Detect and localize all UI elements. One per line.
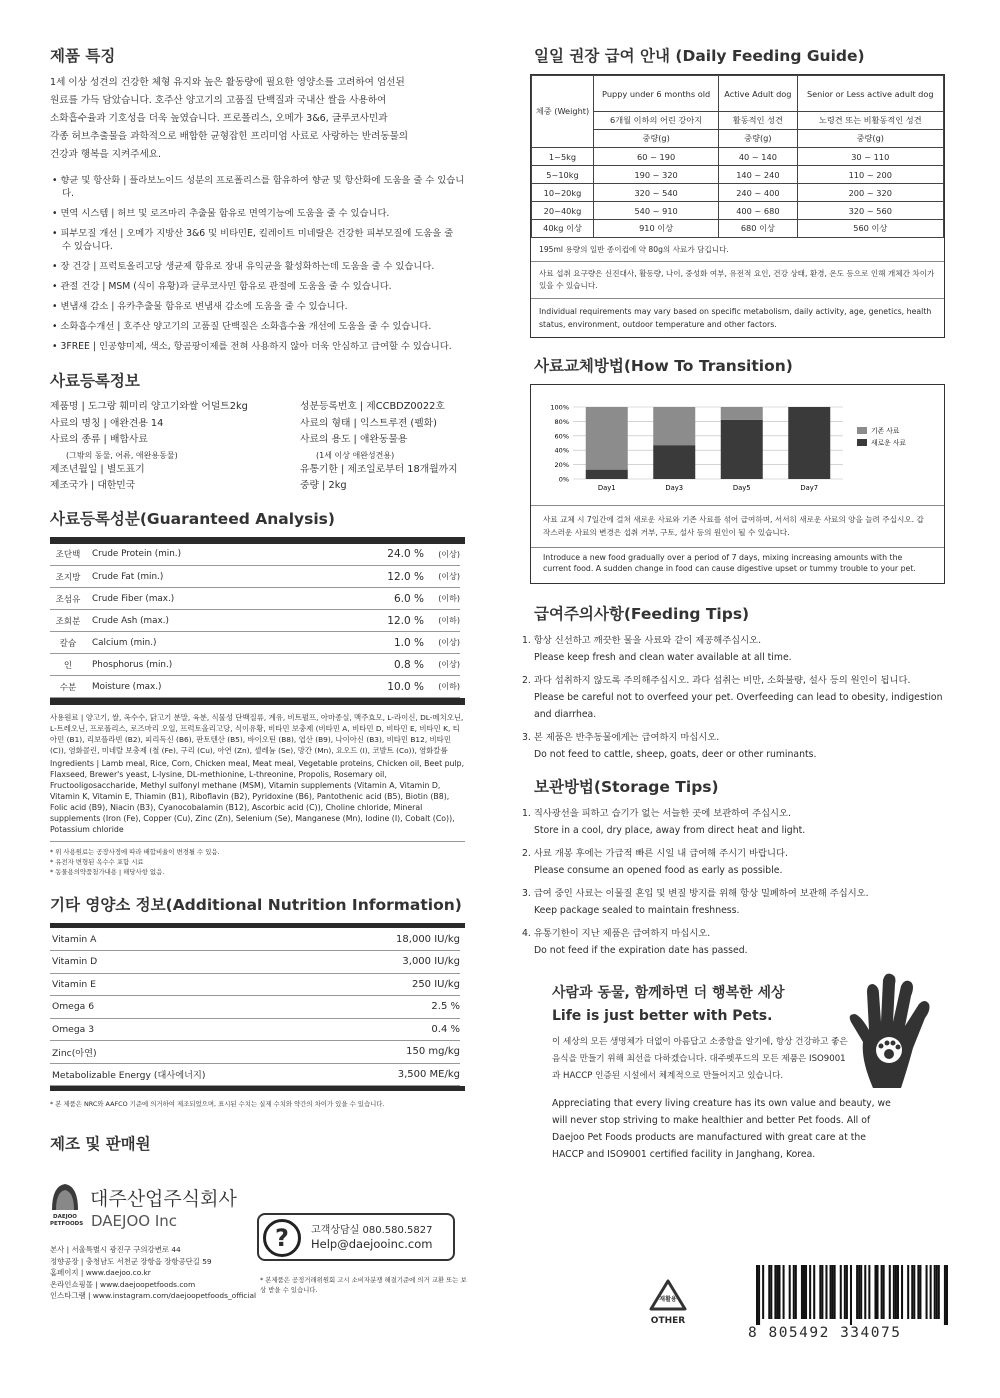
nutrient-ko: 수분 [50, 676, 86, 698]
feeding-row [532, 148, 944, 166]
analysis-row [50, 544, 460, 566]
nutrition-label: Metabolizable Energy (대사에너지) [50, 1063, 340, 1086]
x-tick-label: Day7 [800, 484, 819, 492]
barcode-bar [917, 1265, 919, 1319]
feeding-row [532, 220, 944, 238]
weight-range: 20~40kg [532, 202, 594, 220]
nutrient-qualifier: (이상) [424, 632, 460, 654]
cup-note: 195ml 용량의 일반 종이컵에 약 80g의 사료가 담깁니다. [531, 238, 944, 262]
feeding-amount: 110 ~ 200 [797, 166, 943, 184]
feeding-amount: 910 이상 [594, 220, 719, 238]
barcode-bar [895, 1265, 897, 1319]
barcode-bar [856, 1265, 858, 1319]
transition-chart [533, 389, 943, 505]
y-tick-label: 40% [554, 446, 569, 455]
nutrition-value: 3,500 ME/kg [340, 1063, 460, 1086]
reg-item: 사료의 명칭 | 애완견용 14 [50, 417, 164, 429]
barcode-bar [825, 1265, 827, 1319]
barcode-bar [770, 1265, 772, 1319]
tips-item-ko: 1. 항상 신선하고 깨끗한 물을 사료와 같이 제공해주십시오. [522, 635, 762, 646]
weight-range: 5~10kg [532, 166, 594, 184]
tips-item-ko: 2. 과다 섭취하지 않도록 주의해주십시오. 과다 섭취는 비만, 소화불량, 설사 등의 원인이 됩니다. [522, 675, 911, 686]
reg-item: (그밖의 동물, 어류, 애완용동물) [66, 450, 178, 460]
bar-new-food [721, 420, 763, 479]
barcode-bar [864, 1265, 866, 1319]
analysis-top-bar [50, 537, 465, 544]
barcode-bar [919, 1265, 921, 1319]
nutrient-en: Crude Protein (min.) [86, 544, 334, 566]
storage-item [522, 805, 945, 839]
col-puppy-header: Puppy under 6 months old [594, 76, 719, 112]
nutrition-row [50, 1063, 460, 1086]
analysis-table [50, 544, 460, 699]
col-senior-header: Senior or Less active adult dog [797, 76, 943, 112]
maker-block [50, 1180, 470, 1310]
nutrient-qualifier: (이상) [424, 566, 460, 588]
nutrition-bottom-bar [50, 1086, 465, 1091]
nutrient-qualifier: (이상) [424, 654, 460, 676]
nutrient-ko: 조단백 [50, 544, 86, 566]
weight-range: 1~5kg [532, 148, 594, 166]
features-title: 제품 특징 [50, 47, 116, 65]
barcode-bar [926, 1265, 928, 1319]
feeding-amount: 190 ~ 320 [594, 166, 719, 184]
features-intro [50, 74, 465, 164]
paw-hand-icon [843, 970, 943, 1090]
legend-label: 기존 사료 [871, 427, 900, 435]
intro-line: 원료를 가득 담았습니다. 호주산 양고기의 고품질 단백질과 국내산 쌀을 사용하여 [50, 95, 387, 106]
bar-old-food [653, 407, 695, 445]
barcode-bar [930, 1265, 932, 1319]
barcode-number: 8 805492 334075 [748, 1325, 902, 1341]
weight-range: 40kg 이상 [532, 220, 594, 238]
feeding-title: 일일 권장 급여 안내 (Daily Feeding Guide) [534, 47, 865, 65]
nutrition-row [50, 1018, 460, 1041]
company-name-ko: 대주산업주식회사 [90, 1188, 237, 1210]
nutrition-row [50, 996, 460, 1019]
analysis-row [50, 588, 460, 610]
nutrient-ko: 조지방 [50, 566, 86, 588]
ingredients-ko: 사용원료 | 양고기, 쌀, 옥수수, 닭고기 분말, 육분, 식물성 단백질류, 계유, 비트펄프, 아마종실, 맥주효모, L-라이신, DL-메치오닌, L-트레오닌, 프로폴리스, 로즈마리 오일, 프럭토올리고당, 식이유황, 비타민 보충제 (비타민 A, 비타민 D, 비타민 E, 비타민 K, 티아민 (B1), 리보플라빈 (B2), 피리독신 (B6), 판토텐산 (B5), 바이오틴 (B8), 엽산 (B9), 나이아신 (B3), 비타민 B12, 비타민 (C)), 염화콜린, 미네랄 보충제 (철 (Fe), 구리 (Cu), 아연 (Zn), 셀레늄 (Se), 망간 (Mn), 요오드 (I), 코발트 (Co)), 염화칼륨 [50, 713, 464, 755]
bar-new-food [788, 407, 830, 479]
bar-new-food [586, 470, 628, 479]
reg-item: 중량 | 2kg [300, 480, 347, 491]
bar-old-food [586, 407, 628, 470]
nutrition-label: Vitamin A [50, 928, 340, 951]
feeding-note-ko: 사료 섭취 요구량은 신진대사, 활동량, 나이, 중성화 여부, 유전적 요인, 건강 상태, 환경, 온도 등으로 인해 개체간 차이가 있을 수 있습니다. [531, 262, 944, 299]
x-tick-label: Day5 [732, 484, 751, 492]
barcode-bar [934, 1265, 936, 1319]
info-line: 인스타그램 | www.instagram.com/daejoopetfoods_official [50, 1291, 257, 1300]
nutrient-value: 12.0 % [334, 566, 424, 588]
ingredients-en: Ingredients | Lamb meal, Rice, Corn, Chicken meal, Meat meal, Vegetable proteins, Chicken oil, Beet pulp, Flaxseed, Brewer's yeast, L-lysine, DL-methionine, L-threonine, Propolis, Rosemary oil, Fructooligosaccharide, Methyl sulfonyl methane (MSM), Vitamin supplements (Vitamin A, Vitamin D, Vitamin K, Vitamin E, Thiamin (B1), Riboflavin (B2), Pyridoxine (B6), Pantothenic acid (B5), Biotin (B8), Folic acid (B9), Niacin (B3), Cyanocobalamin (B12), Ascorbic acid (C)), Choline chloride, Mineral supplements (Iron (Fe), Copper (Cu), Zinc (Zn), Selenium (Se), Manganese (Mn), Iodine (I), Cobalt (Co)), Potassium chloride [50, 759, 465, 834]
info-line: 본사 | 서울특별시 광진구 구의강변로 44 [50, 1245, 181, 1254]
barcode-bar [821, 1265, 823, 1319]
barcode-bar [805, 1265, 807, 1319]
y-tick-label: 20% [554, 461, 569, 470]
nutrition-title: 기타 영양소 정보(Additional Nutrition Information) [50, 896, 462, 914]
storage-item-en: Store in a cool, dry place, away from direct heat and light. [534, 825, 806, 836]
barcode-bar [776, 1265, 778, 1319]
barcode-bar [789, 1265, 791, 1319]
maker-title: 제조 및 판매원 [50, 1135, 151, 1153]
help-question-icon: ? [263, 1219, 301, 1257]
reg-item: (1세 이상 애완성견용) [316, 450, 395, 460]
feature-bullet: • 관절 건강 | MSM (식이 유황)과 글루코사민 함유로 관절에 도움을 줄 수 있습니다. [52, 281, 392, 292]
feature-bullet: • 소화흡수개선 | 호주산 양고기의 고품질 단백질은 소화흡수율 개선에 도움을 줄 수 있습니다. [52, 321, 432, 332]
barcode-bar [944, 1265, 946, 1325]
tips-item-en: Please keep fresh and clean water available at all time. [534, 652, 792, 663]
barcode-bar [938, 1265, 940, 1319]
barcode-bar [783, 1265, 785, 1319]
reg-item: 제조년월일 | 별도표기 [50, 463, 145, 475]
unit-label: 중량(g) [594, 130, 719, 148]
nutrient-ko: 조섬유 [50, 588, 86, 610]
col-puppy-ko: 6개월 이하의 어린 강아지 [594, 112, 719, 130]
unit-label: 중량(g) [719, 130, 797, 148]
company-info [50, 1244, 270, 1302]
col-senior-ko: 노령견 또는 비활동적인 성견 [797, 112, 943, 130]
intro-line: 건강과 행복을 지켜주세요. [50, 149, 162, 160]
feature-bullet: • 장 건강 | 프럭토올리고당 생균제 함유로 장내 유익균을 활성화하는데 도움을 줄 수 있습니다. [52, 261, 435, 272]
barcode-bar [834, 1265, 836, 1319]
barcode-bar [774, 1265, 776, 1319]
col-adult-header: Active Adult dog [719, 76, 797, 112]
storage-item-ko: 2. 사료 개봉 후에는 가급적 빠른 시일 내 급여해 주시기 바랍니다. [522, 848, 788, 859]
barcode [748, 1265, 948, 1347]
barcode-bar [883, 1265, 885, 1319]
recycle-mark-text: 재활용 [659, 1296, 677, 1303]
tips-item-en: Do not feed to cattle, sheep, goats, deer or other ruminants. [534, 749, 817, 760]
cs-phone: 고객상담실 080.580.5827 [311, 1225, 433, 1236]
divider [531, 547, 944, 548]
nutrient-en: Moisture (max.) [86, 676, 334, 698]
tips-list [522, 632, 945, 763]
analysis-bottom-bar [50, 698, 465, 705]
nutrition-label: Omega 6 [50, 996, 340, 1019]
transition-title: 사료교체방법(How To Transition) [534, 357, 793, 375]
barcode-bar [881, 1265, 883, 1319]
weight-header: 체중 (Weight) [532, 76, 594, 148]
barcode-bar [850, 1265, 852, 1325]
nutrition-row [50, 1041, 460, 1064]
recycle-mark [646, 1278, 690, 1332]
nutrient-en: Calcium (min.) [86, 632, 334, 654]
barcode-bar [844, 1265, 846, 1319]
nutrition-label: Omega 3 [50, 1018, 340, 1041]
nutrition-value: 0.4 % [340, 1018, 460, 1041]
feeding-amount: 560 이상 [797, 220, 943, 238]
barcode-bar [860, 1265, 862, 1319]
barcode-bar [846, 1265, 848, 1319]
analysis-row [50, 676, 460, 698]
nutrition-value: 2.5 % [340, 996, 460, 1019]
y-tick-label: 60% [554, 432, 569, 441]
storage-item [522, 845, 945, 879]
nutrient-qualifier: (이하) [424, 610, 460, 632]
reg-item: 성분등록번호 | 제CCBDZ0022호 [300, 401, 445, 412]
barcode-bar [756, 1265, 758, 1325]
barcode-bar [819, 1265, 821, 1319]
registration-title: 사료등록정보 [50, 372, 140, 390]
barcode-bar [803, 1265, 805, 1319]
reg-item: 제조국가 | 대한민국 [50, 480, 136, 491]
nutrient-value: 10.0 % [334, 676, 424, 698]
daejoo-logo [50, 1180, 84, 1238]
unit-label: 중량(g) [797, 130, 943, 148]
storage-item-en: Keep package sealed to maintain freshness. [534, 905, 740, 916]
right-column [522, 44, 945, 965]
feature-bullet: • 변냄새 감소 | 유카추출물 함유로 변냄새 감소에 도움을 줄 수 있습니다. [52, 301, 348, 312]
feeding-amount: 680 이상 [719, 220, 797, 238]
nutrient-qualifier: (이상) [424, 544, 460, 566]
feeding-amount: 320 ~ 540 [594, 184, 719, 202]
storage-item-ko: 3. 급여 중인 사료는 이물질 혼입 및 변질 방지를 위해 항상 밀폐하여 보관해 주십시오. [522, 888, 869, 899]
tips-item [522, 729, 945, 763]
barcode-bar [877, 1265, 879, 1319]
barcode-bar [778, 1265, 780, 1319]
feeding-amount: 320 ~ 560 [797, 202, 943, 220]
slogan-ko: 사람과 동물, 함께하면 더 행복한 세상 [552, 985, 785, 1001]
transition-text-en: Introduce a new food gradually over a period of 7 days, mixing increasing amounts with the current food. A sudden change in food can cause digestive upset or tummy trouble to your pet. [543, 553, 916, 573]
feeding-amount: 240 ~ 400 [719, 184, 797, 202]
feature-bullet: • 향균 및 항산화 | 플라보노이드 성분의 프로폴리스를 함유하여 향균 및 항산화에 도움을 줄 수 있습니다. [52, 175, 465, 199]
barcode-bar [813, 1265, 815, 1319]
feature-bullet: • 3FREE | 인공향미제, 색소, 항곰팡이제를 전혀 사용하지 않아 더욱 안심하고 급여할 수 있습니다. [52, 341, 452, 352]
feature-bullet: • 면역 시스템 | 허브 및 로즈마리 추출물 함유로 면역기능에 도움을 줄 수 있습니다. [52, 208, 390, 219]
feeding-row [532, 166, 944, 184]
tips-item [522, 632, 945, 666]
nutrition-value: 3,000 IU/kg [340, 951, 460, 974]
cs-note: * 본제품은 공정거래위원회 고시 소비자분쟁 해결기준에 의거 교환 또는 보상 받을 수 있습니다. [260, 1276, 467, 1294]
legend-swatch [857, 439, 867, 446]
storage-item-en: Please consume an opened food as early as possible. [534, 865, 783, 876]
reg-item: 사료의 종류 | 배합사료 [50, 434, 148, 445]
barcode-bar [889, 1265, 891, 1319]
nutrition-label: Vitamin E [50, 973, 340, 996]
storage-title: 보관방법(Storage Tips) [534, 778, 719, 796]
feeding-amount: 140 ~ 240 [719, 166, 797, 184]
transition-text-ko: 사료 교체 시 7일간에 걸쳐 새로운 사료와 기존 사료를 섞어 급여하며, 서서히 새로운 사료의 양을 늘려 주십시오. 갑작스러운 사료의 변경은 섭취 거부, 구토, 설사 등의 원인이 될 수 있습니다. [543, 515, 924, 537]
barcode-bar [858, 1265, 860, 1319]
nutrient-value: 12.0 % [334, 610, 424, 632]
tips-title: 급여주의사항(Feeding Tips) [534, 605, 750, 623]
storage-list [522, 805, 945, 959]
storage-item-ko: 4. 유통기한이 지난 제품은 급여하지 마십시오. [522, 928, 711, 939]
barcode-bar [893, 1265, 895, 1319]
nutrient-value: 0.8 % [334, 654, 424, 676]
analysis-row [50, 610, 460, 632]
nutrition-label: Zinc(아연) [50, 1041, 340, 1064]
feeding-row [532, 184, 944, 202]
nutrition-note: * 본 제품은 NRC와 AAFCO 기준에 의거하여 제조되었으며, 표시된 수치는 실제 수치와 약간의 차이가 있을 수 있습니다. [50, 1100, 385, 1108]
nutrient-qualifier: (이하) [424, 676, 460, 698]
reg-item: 제품명 | 도그랑 훼미리 양고기와쌀 어덜트2kg [50, 401, 248, 412]
reg-item: 사료의 형태 | 익스트루젼 (펠화) [300, 417, 437, 429]
analysis-row [50, 632, 460, 654]
legend-swatch [857, 427, 867, 434]
barcode-bar [795, 1265, 797, 1319]
tips-item [522, 672, 945, 723]
feeding-row [532, 202, 944, 220]
note-line: * 유전자 변형된 옥수수 포함 시료 [50, 858, 144, 866]
brand-text-en: Appreciating that every living creature has its own value and beauty, we will never stop striving to make healthier and better Pet foods. All of Daejoo Pet Foods products are manufactured with great care at the HACCP and ISO9001 certified facility in Janghang, Korea. [552, 1098, 891, 1160]
nutrient-en: Phosphorus (min.) [86, 654, 334, 676]
slogan-en: Life is just better with Pets. [552, 1008, 773, 1024]
registration-grid [50, 399, 465, 495]
feeding-amount: 30 ~ 110 [797, 148, 943, 166]
nutrition-value: 150 mg/kg [340, 1041, 460, 1064]
nutrition-row [50, 973, 460, 996]
barcode-bars [756, 1265, 948, 1325]
storage-item-ko: 1. 직사광선을 피하고 습기가 없는 서늘한 곳에 보관하여 주십시오. [522, 808, 791, 819]
nutrient-en: Crude Fiber (max.) [86, 588, 334, 610]
nutrition-row [50, 928, 460, 951]
nutrition-table [50, 928, 460, 1086]
nutrition-value: 18,000 IU/kg [340, 928, 460, 951]
nutrient-value: 1.0 % [334, 632, 424, 654]
x-tick-label: Day3 [665, 484, 684, 492]
divider [531, 505, 944, 506]
customer-service-box [257, 1213, 455, 1261]
feeding-guide-box [530, 74, 945, 338]
logo-text: DAEJOO PETFOODS [50, 1214, 84, 1227]
left-column [50, 44, 465, 1162]
barcode-bar [793, 1265, 795, 1319]
feature-bullet: • 피부모질 개선 | 오메가 지방산 3&6 및 비타민E, 킬레이트 미네랄은 건강한 피부모질에 도움을 줄 수 있습니다. [52, 228, 454, 252]
col-adult-ko: 활동적인 성견 [719, 112, 797, 130]
cs-email: Help@daejooinc.com [311, 1237, 433, 1251]
barcode-bar [830, 1265, 832, 1319]
barcode-bar [936, 1265, 938, 1319]
tips-item-en: Please be careful not to overfeed your pet. Overfeeding can lead to obesity, indigestion and diarrhea. [534, 692, 943, 720]
info-line: 정향공장 | 충청남도 서천군 장항읍 장항공단길 59 [50, 1256, 212, 1266]
barcode-bar [874, 1265, 876, 1319]
y-tick-label: 100% [550, 403, 569, 412]
intro-line: 각종 허브추출물을 과학적으로 배합한 균형잡힌 프리미엄 사료로 사랑하는 반려동물의 [50, 131, 409, 142]
note-line: * 동물용의약품첨가내용 | 해당사항 없음. [50, 868, 165, 876]
y-tick-label: 80% [554, 417, 569, 426]
weight-range: 10~20kg [532, 184, 594, 202]
reg-item: 유통기한 | 제조일로부터 18개월까지 [300, 463, 458, 475]
barcode-bar [907, 1265, 909, 1319]
intro-line: 1세 이상 성견의 건강한 체형 유지와 높은 활동량에 필요한 영양소를 고려하여 엄선된 [50, 77, 405, 88]
nutrient-qualifier: (이하) [424, 588, 460, 610]
barcode-bar [809, 1265, 811, 1319]
nutrient-en: Crude Fat (min.) [86, 566, 334, 588]
company-name-en: DAEJOO Inc [91, 1212, 178, 1230]
barcode-bar [913, 1265, 915, 1319]
recycle-label: OTHER [650, 1316, 686, 1326]
barcode-bar [768, 1265, 770, 1319]
barcode-bar [946, 1265, 948, 1325]
analysis-title: 사료등록성분(Guaranteed Analysis) [50, 509, 335, 528]
barcode-bar [832, 1265, 834, 1319]
brand-text-ko: 이 세상의 모든 생명체가 더없이 아름답고 소중함을 알기에, 항상 건강하고 좋은 음식을 만들기 위해 최선을 다하겠습니다. 대주펫푸드의 모든 제품은 ISO9001과 HACCP 인증된 시설에서 체계적으로 만들어지고 있습니다. [552, 1037, 848, 1081]
y-tick-label: 0% [558, 475, 569, 484]
tips-item-ko: 3. 본 제품은 반추동물에게는 급여하지 마십시오. [522, 732, 720, 743]
feeding-table [531, 75, 944, 238]
nutrient-ko: 칼슘 [50, 632, 86, 654]
feeding-amount: 540 ~ 910 [594, 202, 719, 220]
barcode-bar [758, 1265, 760, 1325]
bar-old-food [721, 407, 763, 420]
nutrient-value: 24.0 % [334, 544, 424, 566]
analysis-row [50, 654, 460, 676]
transition-box [530, 384, 945, 584]
info-line: 온라인쇼핑몰 | www.daejoopetfoods.com [50, 1279, 196, 1289]
bar-new-food [653, 445, 695, 479]
nutrient-value: 6.0 % [334, 588, 424, 610]
barcode-bar [868, 1265, 870, 1319]
reg-item: 사료의 용도 | 애완동물용 [300, 434, 408, 445]
barcode-bar [897, 1265, 899, 1319]
feeding-amount: 40 ~ 140 [719, 148, 797, 166]
analysis-row [50, 566, 460, 588]
x-tick-label: Day1 [597, 484, 616, 492]
storage-item [522, 885, 945, 919]
barcode-bar [801, 1265, 803, 1319]
nutrition-value: 250 IU/kg [340, 973, 460, 996]
info-line: 홈페이지 | www.daejoo.co.kr [50, 1268, 151, 1277]
note-line: * 위 사용원료는 공장사정에 따라 배합비율이 변경될 수 있음. [50, 848, 220, 856]
feeding-amount: 60 ~ 190 [594, 148, 719, 166]
features-bullets [50, 174, 465, 353]
barcode-bar [901, 1265, 903, 1319]
storage-item-en: Do not feed if the expiration date has passed. [534, 945, 748, 956]
storage-item [522, 925, 945, 959]
nutrition-row [50, 951, 460, 974]
ingredient-notes [50, 841, 465, 877]
nutrient-en: Crude Ash (max.) [86, 610, 334, 632]
feeding-amount: 200 ~ 320 [797, 184, 943, 202]
intro-line: 소화흡수율과 기호성을 더욱 높였습니다. 프로폴리스, 오메가 3&6, 글루코사민과 [50, 113, 388, 124]
nutrient-ko: 조회분 [50, 610, 86, 632]
barcode-bar [911, 1265, 913, 1319]
nutrient-ko: 인 [50, 654, 86, 676]
barcode-bar [762, 1265, 764, 1319]
barcode-bar [840, 1265, 842, 1319]
feeding-amount: 400 ~ 680 [719, 202, 797, 220]
brand-block [552, 982, 891, 1163]
feeding-note-en: Individual requirements may vary based on specific metabolism, daily activity, age, genetics, health status, environment, outdoor temperature and other factors. [539, 307, 932, 329]
nutrition-label: Vitamin D [50, 951, 340, 974]
legend-label: 새로운 사료 [871, 439, 906, 447]
